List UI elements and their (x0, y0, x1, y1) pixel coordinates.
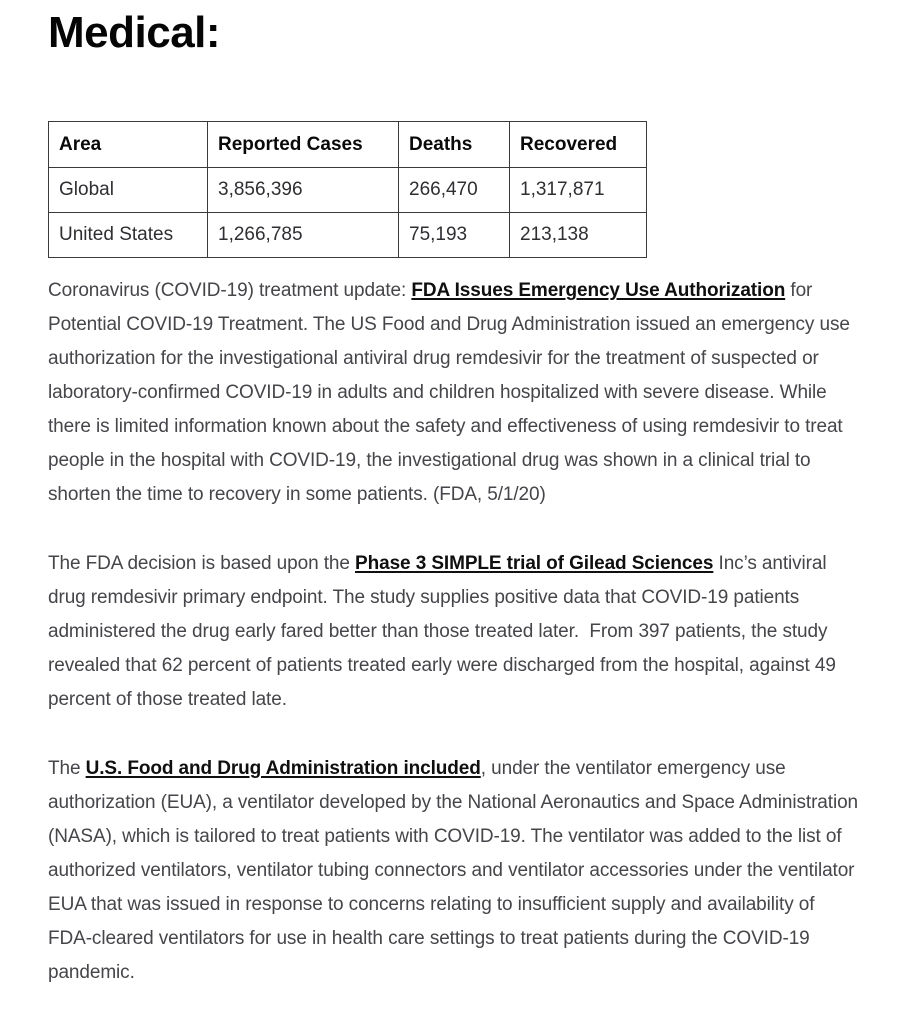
paragraph (48, 274, 860, 512)
inline-link[interactable]: Phase 3 SIMPLE trial of Gilead Sciences (355, 553, 714, 575)
article-body (48, 274, 860, 990)
table-cell: 1,266,785 (208, 213, 399, 258)
table-cell: 213,138 (510, 213, 647, 258)
column-header: Recovered (510, 122, 647, 168)
table-cell: 266,470 (399, 168, 510, 213)
table-cell: United States (49, 213, 208, 258)
text-run: The (48, 758, 86, 780)
text-run: Coronavirus (COVID-19) treatment update: (48, 280, 412, 302)
text-run: for Potential COVID-19 Treatment. The US Food and Drug Administration issued an emergency use authorization for the investigational antiviral drug remdesivir for the treatment of suspected or laboratory-confirmed COVID-19 in adults and children hospitalized with severe disease. While there is limited information known about the safety and effectiveness of using remdesivir to treat people in the hospital with COVID-19, the investigational drug was shown in a clinical trial to shorten the time to recovery in some patients. (FDA, 5/1/20) (48, 280, 850, 506)
column-header: Area (49, 122, 208, 168)
table-row (49, 168, 647, 213)
table-cell: 75,193 (399, 213, 510, 258)
table-row (49, 213, 647, 258)
covid-stats-table (48, 121, 647, 258)
paragraph (48, 547, 860, 717)
table-cell: 1,317,871 (510, 168, 647, 213)
paragraph (48, 752, 860, 990)
text-run: Inc’s antiviral drug remdesivir primary endpoint. The study supplies positive data that COVID-19 patients administered the drug early fared better than those treated later. From 397 patients, the study revealed that 62 percent of patients treated early were discharged from the hospital, against 49 percent of those treated late. (48, 553, 836, 711)
inline-link[interactable]: FDA Issues Emergency Use Authorization (411, 280, 786, 302)
text-run: The FDA decision is based upon the (48, 553, 356, 575)
table-body (49, 168, 647, 258)
page-title: Medical: (48, 8, 221, 57)
inline-link[interactable]: U.S. Food and Drug Administration included (85, 758, 481, 780)
table-header-row (49, 122, 647, 168)
table-cell: 3,856,396 (208, 168, 399, 213)
table-cell: Global (49, 168, 208, 213)
column-header: Deaths (399, 122, 510, 168)
column-header: Reported Cases (208, 122, 399, 168)
text-run: , under the ventilator emergency use authorization (EUA), a ventilator developed by the National Aeronautics and Space Administration (NASA), which is tailored to treat patients with COVID-19. The ventilator was added to the list of authorized ventilators, ventilator tubing connectors and ventilator accessories under the ventilator EUA that was issued in response to concerns relating to insufficient supply and availability of FDA-cleared ventilators for use in health care settings to treat patients during the COVID-19 pandemic. (48, 758, 858, 984)
